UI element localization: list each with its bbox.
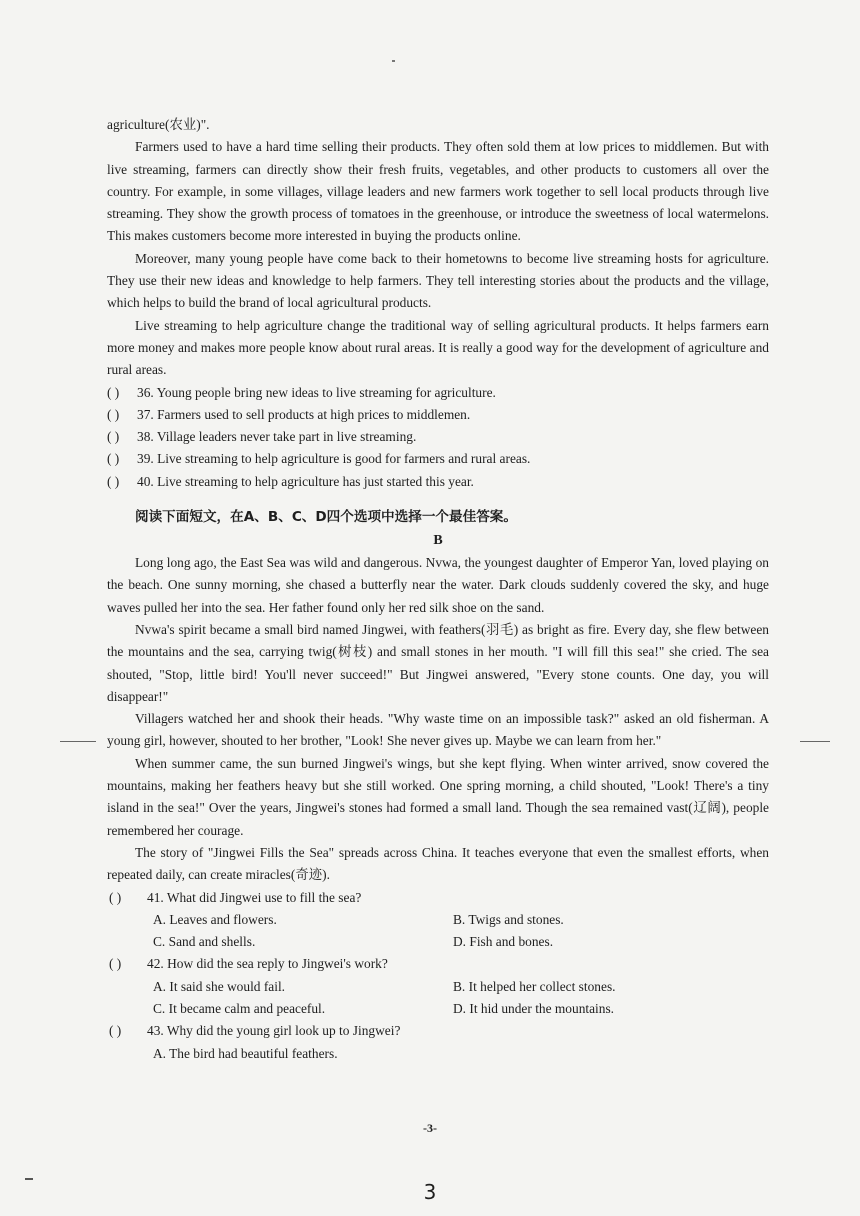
- tf-question-38: [107, 426, 769, 448]
- option-a[interactable]: A. Leaves and flowers.: [153, 911, 277, 927]
- multiple-choice-questions: [107, 887, 769, 1065]
- question-stem: 43. Why did the young girl look up to Jingwei?: [147, 1023, 401, 1039]
- mc-question-42: [101, 953, 769, 975]
- answer-blank[interactable]: ( ): [109, 889, 122, 905]
- question-stem: 42. How did the sea reply to Jingwei's work?: [147, 956, 388, 972]
- option-a[interactable]: A. It said she would fail.: [153, 978, 286, 994]
- question-text: 36. Young people bring new ideas to live streaming for agriculture.: [137, 384, 496, 400]
- scan-line-right: [800, 741, 830, 742]
- passage-b-paragraph-5: The story of "Jingwei Fills the Sea" spreads across China. It teaches everyone that even the smallest efforts, when repeated daily, can create miracles(奇迹).: [107, 844, 769, 883]
- answer-blank[interactable]: ( ): [107, 429, 120, 445]
- sheet-number: -3-: [423, 1121, 437, 1135]
- tf-question-39: [107, 448, 769, 470]
- section-instruction: 阅读下面短文，在A、B、C、D四个选项中选择一个最佳答案。: [135, 509, 517, 526]
- continued-line: agriculture(农业)".: [107, 117, 210, 132]
- option-d[interactable]: D. Fish and bones.: [453, 934, 554, 950]
- passage-a-paragraph-2: Moreover, many young people have come back to their hometowns to become live streaming hosts for agriculture. They use their new ideas and knowledge to help farmers. They tell interesting stories about the products and the village, which helps to build the brand of local agricultural products.: [107, 250, 769, 311]
- question-text: 38. Village leaders never take part in live streaming.: [137, 429, 417, 445]
- scan-speck: [392, 60, 395, 62]
- answer-blank[interactable]: ( ): [107, 384, 120, 400]
- question-text: 37. Farmers used to sell products at high prices to middlemen.: [137, 406, 471, 422]
- options-row: [107, 909, 769, 931]
- question-stem: 41. What did Jingwei use to fill the sea?: [147, 889, 362, 905]
- options-row: [107, 1043, 769, 1065]
- page-content: [107, 114, 769, 1065]
- scan-line-left: [60, 741, 96, 742]
- options-row: [107, 998, 769, 1020]
- passage-b-paragraph-1: Long long ago, the East Sea was wild and dangerous. Nvwa, the youngest daughter of Emperor Yan, loved playing on the beach. One sunny morning, she chased a butterfly near the water. Dark clouds suddenly covered the sky, and huge waves pulled her into the sea. Her father found only her red silk shoe on the sand.: [107, 555, 769, 615]
- option-d[interactable]: D. It hid under the mountains.: [453, 1000, 615, 1016]
- answer-blank[interactable]: ( ): [109, 1023, 122, 1039]
- option-c[interactable]: C. It became calm and peaceful.: [153, 1000, 326, 1016]
- option-c[interactable]: C. Sand and shells.: [153, 934, 256, 950]
- true-false-questions: [107, 382, 769, 493]
- page-number: 3: [423, 1180, 437, 1204]
- passage-a-paragraph-1: Farmers used to have a hard time selling their products. They often sold them at low prices to middlemen. But with live streaming, farmers can directly show their fresh fruits, vegetables, and other products to customers all over the country. For example, in some villages, village leaders and new farmers work together to sell local products through live streaming. They show the growth process of tomatoes in the greenhouse, or introduce the sweetness of local watermelons. This makes customers become more interested in buying the products online.: [107, 139, 769, 244]
- option-b[interactable]: B. It helped her collect stones.: [453, 978, 616, 994]
- scan-mark: [25, 1178, 33, 1180]
- tf-question-36: [107, 382, 769, 404]
- options-row: [107, 931, 769, 953]
- options-row: [107, 976, 769, 998]
- passage-b-paragraph-2: Nvwa's spirit became a small bird named Jingwei, with feathers(羽毛) as bright as fire. Every day, she flew between the mountains and the sea, carrying twig(树枝) and small stones in her mouth. "I will fill this sea!" she cried. The sea shouted, "Stop, little bird! You'll never succeed!" But Jingwei answered, "Every stone counts. One day, you will disappear!": [107, 621, 769, 704]
- option-a[interactable]: A. The bird had beautiful feathers.: [153, 1045, 338, 1061]
- answer-blank[interactable]: ( ): [109, 956, 122, 972]
- tf-question-40: [107, 471, 769, 493]
- passage-a-paragraph-3: Live streaming to help agriculture change the traditional way of selling agricultural products. It helps farmers earn more money and makes more people know about rural areas. It is really a good way for the development of agriculture and rural areas.: [107, 317, 769, 378]
- question-text: 40. Live streaming to help agriculture has just started this year.: [137, 473, 474, 489]
- question-text: 39. Live streaming to help agriculture is good for farmers and rural areas.: [137, 451, 531, 467]
- answer-blank[interactable]: ( ): [107, 406, 120, 422]
- mc-question-41: [101, 887, 769, 909]
- answer-blank[interactable]: ( ): [107, 451, 120, 467]
- passage-b-paragraph-4: When summer came, the sun burned Jingwei's wings, but she kept flying. When winter arrived, snow covered the mountains, making her feathers heavy but she still worked. One spring morning, a child shouted, "Look! There's a tiny island in the sea!" Over the years, Jingwei's stones had formed a small land. Though the sea remained vast(辽阔), people remembered her courage.: [107, 755, 769, 838]
- passage-b-paragraph-3: Villagers watched her and shook their heads. "Why waste time on an impossible task?" asked an old fisherman. A young girl, however, shouted to her brother, "Look! She never gives up. Maybe we can learn from her.": [107, 711, 769, 749]
- mc-question-43: [101, 1020, 769, 1042]
- section-letter: B: [433, 533, 443, 549]
- answer-blank[interactable]: ( ): [107, 473, 120, 489]
- option-b[interactable]: B. Twigs and stones.: [453, 911, 564, 927]
- tf-question-37: [107, 404, 769, 426]
